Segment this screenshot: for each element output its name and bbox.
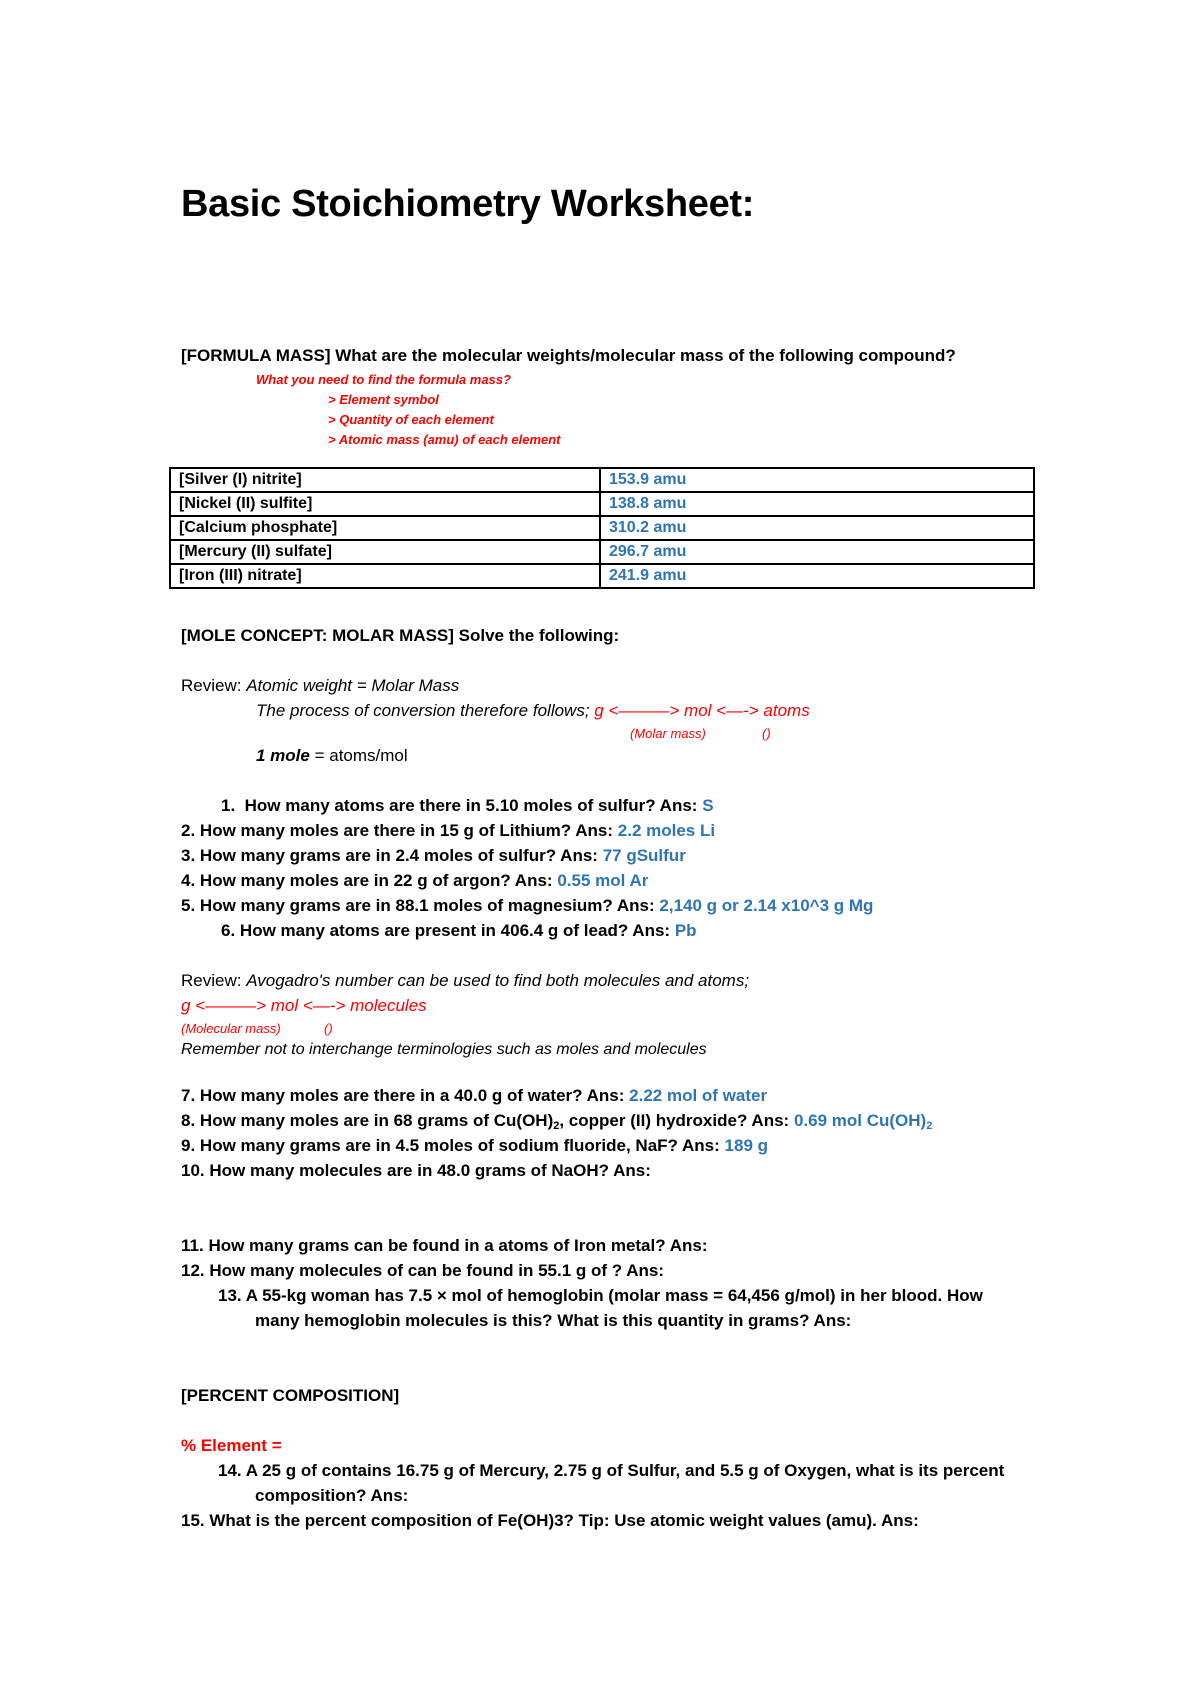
list-item	[181, 1086, 767, 1106]
question-text: How many moles are there in 15 g of Lithium? Ans:	[199, 821, 614, 840]
question-number: 12.	[181, 1261, 205, 1280]
question-continuation: composition? Ans:	[255, 1486, 409, 1505]
answer-text: 0.55 mol Ar	[557, 871, 649, 890]
compound-cell: [Calcium phosphate]	[170, 516, 600, 540]
answer-text: S	[702, 796, 714, 815]
list-item	[181, 1161, 651, 1181]
table-row	[170, 516, 1034, 540]
avogadro-review	[181, 971, 749, 991]
question-number: 7.	[181, 1086, 196, 1105]
question-text: How many atoms are present in 406.4 g of lead? Ans:	[239, 921, 671, 940]
list-item	[218, 1286, 983, 1306]
formula-mass-question: [FORMULA MASS] What are the molecular weights/molecular mass of the following compound?	[181, 346, 956, 365]
list-item	[181, 1111, 932, 1131]
mole-definition	[256, 746, 408, 766]
review-label: Review:	[181, 971, 242, 990]
question-text: How many grams can be found in a atoms of Iron metal? Ans:	[208, 1236, 708, 1255]
list-item	[181, 821, 715, 841]
paren-note: ()	[324, 1021, 333, 1036]
answer-text: 77 gSulfur	[602, 846, 686, 865]
molar-mass-heading: [MOLE CONCEPT: MOLAR MASS] Solve the following:	[181, 626, 620, 645]
mass-cell: 296.7 amu	[600, 540, 1034, 564]
list-item	[181, 846, 686, 866]
formula-hint-1: > Element symbol	[328, 392, 439, 407]
list-item	[221, 921, 697, 941]
molecular-mass-note: (Molecular mass)	[181, 1021, 281, 1036]
question-continuation: many hemoglobin molecules is this? What is this quantity in grams? Ans:	[255, 1311, 852, 1330]
formula-mass-table	[169, 467, 1035, 589]
question-text: How many moles are in 22 g of argon? Ans:	[199, 871, 553, 890]
mass-cell: 310.2 amu	[600, 516, 1034, 540]
mass-cell: 153.9 amu	[600, 468, 1034, 492]
question-text: How many grams are in 88.1 moles of magnesium? Ans:	[199, 896, 655, 915]
question-number: 15.	[181, 1511, 205, 1530]
subscript: 2	[926, 1120, 933, 1132]
process-chain: g <———> mol <—-> atoms	[594, 701, 810, 720]
avogadro-chain: g <———> mol <—-> molecules	[181, 996, 427, 1015]
list-item	[181, 871, 648, 891]
list-item	[181, 1261, 664, 1281]
review-label: Review:	[181, 676, 242, 695]
question-text: How many molecules are in 48.0 grams of NaOH? Ans:	[209, 1161, 651, 1180]
question-text: How many grams are in 4.5 moles of sodium fluoride, NaF? Ans:	[199, 1136, 720, 1155]
formula-hint-3: > Atomic mass (amu) of each element	[328, 432, 561, 447]
question-number: 2.	[181, 821, 196, 840]
table-row	[170, 564, 1034, 588]
list-item	[221, 796, 714, 816]
compound-cell: [Iron (III) nitrate]	[170, 564, 600, 588]
review-text: Avogadro's number can be used to find both molecules and atoms;	[246, 971, 750, 990]
question-text: A 55-kg woman has 7.5 × mol of hemoglobin (molar mass = 64,456 g/mol) in her blood. How	[245, 1286, 983, 1305]
question-number: 14.	[218, 1461, 242, 1480]
subscript: 2	[553, 1120, 560, 1132]
question-text: How many molecules of can be found in 55.1 g of ? Ans:	[209, 1261, 665, 1280]
question-number: 10.	[181, 1161, 205, 1180]
question-number: 1.	[221, 796, 236, 815]
question-text: How many moles are there in a 40.0 g of water? Ans:	[199, 1086, 625, 1105]
list-item	[181, 1136, 768, 1156]
formula-hint-title: What you need to find the formula mass?	[256, 372, 511, 387]
list-item	[181, 896, 873, 916]
mole-def: = atoms/mol	[314, 746, 408, 765]
paren-note: ()	[762, 726, 771, 741]
compound-cell: [Nickel (II) sulfite]	[170, 492, 600, 516]
avogadro-reminder: Remember not to interchange terminologies such as moles and molecules	[181, 1041, 707, 1058]
process-line	[256, 701, 810, 721]
process-text: The process of conversion therefore follows;	[256, 701, 590, 720]
question-number: 11.	[181, 1236, 204, 1255]
percent-formula: % Element =	[181, 1436, 282, 1455]
question-number: 6.	[221, 921, 236, 940]
question-number: 4.	[181, 871, 196, 890]
molar-mass-note: (Molar mass)	[630, 726, 706, 741]
compound-cell: [Mercury (II) sulfate]	[170, 540, 600, 564]
question-text: What is the percent composition of Fe(OH)3? Tip: Use atomic weight values (amu). Ans:	[209, 1511, 919, 1530]
review-line	[181, 676, 459, 696]
answer-text: 2.2 moles Li	[617, 821, 716, 840]
question-text: , copper (II) hydroxide? Ans:	[559, 1111, 790, 1130]
list-item	[181, 1511, 919, 1531]
answer-text: 0.69 mol Cu(OH)	[793, 1111, 927, 1130]
answer-text: 2.22 mol of water	[629, 1086, 768, 1105]
question-number: 13.	[218, 1286, 242, 1305]
compound-cell: [Silver (I) nitrite]	[170, 468, 600, 492]
mass-cell: 241.9 amu	[600, 564, 1034, 588]
percent-heading: [PERCENT COMPOSITION]	[181, 1386, 400, 1405]
mole-label: 1 mole	[256, 746, 310, 765]
table-row	[170, 540, 1034, 564]
formula-hint-2: > Quantity of each element	[328, 412, 494, 427]
table-row	[170, 492, 1034, 516]
answer-text: Pb	[674, 921, 697, 940]
answer-text: 2,140 g or 2.14 x10^3 g Mg	[659, 896, 874, 915]
question-number: 5.	[181, 896, 196, 915]
question-number: 8.	[181, 1111, 196, 1130]
mass-cell: 138.8 amu	[600, 492, 1034, 516]
question-text: How many moles are in 68 grams of Cu(OH)	[199, 1111, 554, 1130]
list-item	[218, 1461, 1004, 1481]
worksheet-title: Basic Stoichiometry Worksheet:	[181, 183, 755, 225]
question-text: How many grams are in 2.4 moles of sulfur? Ans:	[199, 846, 598, 865]
question-number: 3.	[181, 846, 196, 865]
question-text: How many atoms are there in 5.10 moles of sulfur? Ans:	[244, 796, 698, 815]
question-number: 9.	[181, 1136, 196, 1155]
answer-text: 189 g	[724, 1136, 769, 1155]
question-text: A 25 g of contains 16.75 g of Mercury, 2.75 g of Sulfur, and 5.5 g of Oxygen, what is its percent	[245, 1461, 1005, 1480]
list-item	[181, 1236, 708, 1256]
table-row	[170, 468, 1034, 492]
review-text: Atomic weight = Molar Mass	[246, 676, 460, 695]
